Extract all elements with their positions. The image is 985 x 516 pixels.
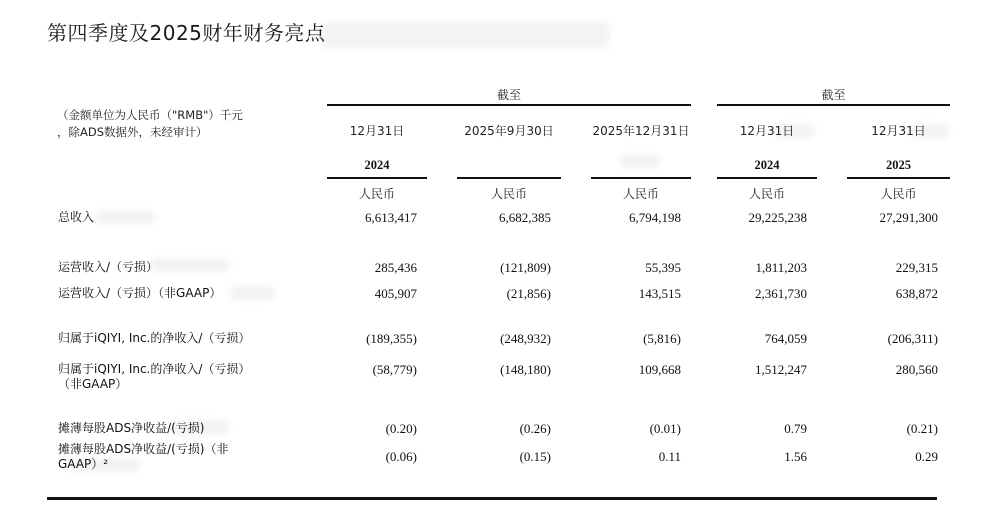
- col-2-currency: 人民币: [490, 187, 527, 201]
- col-5-year: 2025: [886, 158, 911, 172]
- header-note: [57, 107, 243, 141]
- table-cell: (0.20): [385, 421, 417, 436]
- table-cell: 638,872: [895, 286, 938, 301]
- table-cell: (0.21): [906, 421, 938, 436]
- row-label-operating-income: 运营收入/（亏损）: [58, 260, 159, 274]
- row-label-net-income-non-gaap: 归属于iQIYI, Inc.的净收入/（亏损）（非GAAP）: [58, 362, 245, 391]
- table-cell: 229,315: [895, 260, 938, 275]
- table-cell: 6,682,385: [499, 210, 551, 225]
- table-cell: 0.11: [658, 449, 681, 464]
- table-cell: (189,355): [366, 331, 417, 346]
- col-1-date: 12月31日: [349, 124, 405, 138]
- table-cell: (148,180): [500, 362, 551, 377]
- table-cell: (21,856): [506, 286, 551, 301]
- page-title: 第四季度及2025财年财务亮点: [47, 21, 326, 45]
- table-cell: 109,668: [638, 362, 681, 377]
- row-label-diluted-eps: 摊薄每股ADS净收益/(亏损): [58, 421, 205, 435]
- col-2-date: 2025年9月30日: [464, 124, 554, 138]
- table-cell: 285,436: [374, 260, 417, 275]
- table-cell: 0.29: [915, 449, 938, 464]
- table-cell: 55,395: [645, 260, 681, 275]
- row-label-net-income: 归属于iQIYI, Inc.的净收入/（亏损）: [58, 331, 251, 345]
- table-cell: (0.26): [519, 421, 551, 436]
- table-cell: 1.56: [784, 449, 807, 464]
- group-label-year: 截至: [821, 88, 846, 102]
- table-cell: 1,811,203: [755, 260, 807, 275]
- table-cell: 1,512,247: [755, 362, 807, 377]
- table-cell: (206,311): [887, 331, 938, 346]
- col-4-currency: 人民币: [748, 187, 785, 201]
- col-4-rule: [717, 177, 817, 179]
- table-cell: 2,361,730: [755, 286, 807, 301]
- table-cell: (58,779): [372, 362, 417, 377]
- col-1-rule: [327, 177, 427, 179]
- table-cell: (121,809): [500, 260, 551, 275]
- table-cell: 405,907: [374, 286, 417, 301]
- col-4-date: 12月31日: [739, 124, 795, 138]
- group-label-quarter: 截至: [496, 88, 521, 102]
- table-cell: (0.15): [519, 449, 551, 464]
- col-3-currency: 人民币: [622, 187, 659, 201]
- row-label-diluted-eps-non-gaap: 摊薄每股ADS净收益/(亏损)（非GAAP）²: [58, 442, 229, 471]
- table-cell: (0.06): [385, 449, 417, 464]
- table-cell: 27,291,300: [879, 210, 938, 225]
- table-cell: 280,560: [895, 362, 938, 377]
- table-cell: 29,225,238: [748, 210, 807, 225]
- col-3-rule: [591, 177, 691, 179]
- table-cell: 6,613,417: [365, 210, 417, 225]
- col-5-date: 12月31日: [871, 124, 926, 138]
- header-note-line-1: （金额单位为人民币（"RMB"）千元: [57, 108, 243, 122]
- table-bottom-rule: [47, 497, 937, 500]
- row-label-total-revenue: 总收入: [58, 210, 95, 224]
- col-2-rule: [457, 177, 561, 179]
- row-label-operating-income-non-gaap: 运营收入/（亏损）（非GAAP）: [58, 286, 222, 300]
- table-cell: (5,816): [643, 331, 681, 346]
- col-3-date: 2025年12月31日: [592, 124, 690, 138]
- group-rule-year: [717, 104, 950, 106]
- col-5-currency: 人民币: [880, 187, 917, 201]
- table-cell: 764,059: [764, 331, 807, 346]
- table-cell: 6,794,198: [629, 210, 681, 225]
- header-note-line-2: ，除ADS数据外，未经审计）: [57, 125, 208, 139]
- col-1-currency: 人民币: [358, 187, 395, 201]
- col-1-year: 2024: [364, 158, 390, 172]
- table-cell: 0.79: [784, 421, 807, 436]
- group-rule-quarter: [327, 104, 691, 106]
- table-cell: 143,515: [638, 286, 681, 301]
- table-cell: (0.01): [649, 421, 681, 436]
- col-5-rule: [847, 177, 950, 179]
- col-4-year: 2024: [754, 158, 780, 172]
- table-cell: (248,932): [500, 331, 551, 346]
